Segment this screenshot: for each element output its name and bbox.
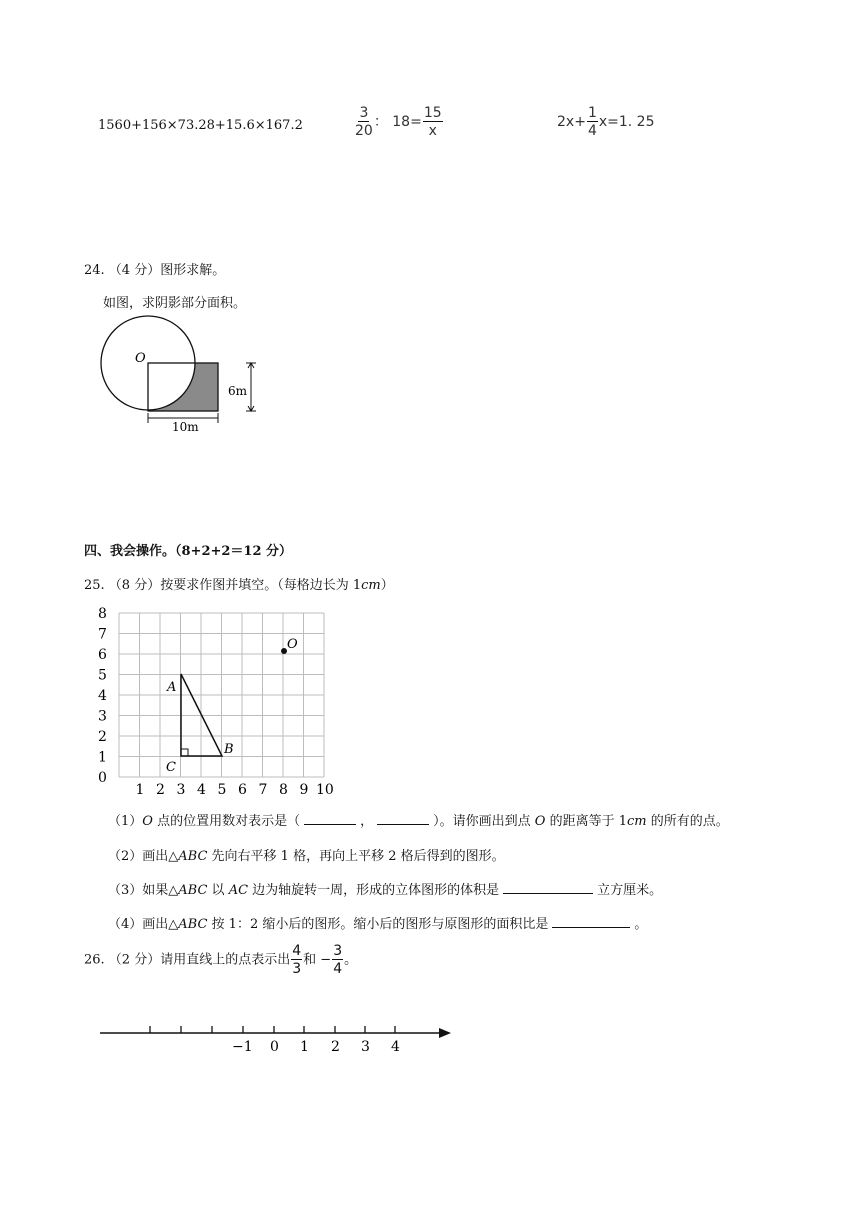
number-line-arrow [439, 1028, 451, 1038]
circle-rectangle-figure [95, 313, 265, 433]
fraction-15-x: $\frac{15}{x}$ [423, 105, 442, 139]
y-tick-label: 8 [98, 606, 107, 622]
right-angle-mark [181, 749, 188, 756]
number-line-label: −1 [232, 1039, 253, 1055]
x-tick-label: 4 [197, 782, 206, 798]
x-tick-label: 2 [156, 782, 165, 798]
y-tick-label: 6 [98, 647, 107, 663]
y-tick-label: 2 [98, 729, 107, 745]
y-tick-label: 4 [98, 688, 107, 704]
q25-part-1: （1）O 点的位置用数对表示是（ ， ）。请你画出到点 O 的距离等于 1cm 的所有的点。 [108, 814, 729, 829]
q25-part-4: （4）画出△ABC 按 1：2 缩小后的图形。缩小后的图形与原图形的面积比是 。 [108, 917, 648, 932]
q25-part-3: （3）如果△ABC 以 AC 边为轴旋转一周，形成的立体图形的体积是 立方厘米。 [108, 883, 663, 898]
question-26-heading: 26. （2 分）请用直线上的点表示出 $\frac{4}{3}$ 和 − $\frac{3}{4}$ 。 [84, 943, 358, 977]
section-4-title: 四、我会操作。（8+2+2＝12 分） [84, 544, 293, 559]
width-label: 10m [172, 420, 199, 433]
label-c: C [166, 760, 176, 775]
x-tick-label: 3 [176, 782, 186, 798]
x-tick-label: 7 [258, 782, 268, 798]
label-o: O [287, 637, 298, 652]
number-line-label: 4 [391, 1039, 400, 1055]
number-line-label: 0 [270, 1039, 279, 1055]
number-line-label: 1 [300, 1039, 309, 1055]
expression-2: $\frac{3}{20}$ ： 18= $\frac{15}{x}$ [355, 105, 442, 139]
x-tick-label: 6 [238, 782, 247, 798]
x-tick-label: 8 [279, 782, 288, 798]
number-line-label: 3 [361, 1039, 370, 1055]
blank-volume[interactable] [503, 881, 593, 894]
question-24-heading: 24. （4 分）图形求解。 [84, 263, 226, 278]
fraction-4-3: $\frac{4}{3}$ [292, 943, 302, 977]
center-label: O [135, 351, 146, 366]
blank-area-ratio[interactable] [552, 915, 630, 928]
x-tick-label: 1 [135, 782, 145, 798]
x-tick-label: 9 [299, 782, 309, 798]
fraction-1-4: $\frac{1}{4}$ [587, 105, 597, 139]
fraction-3-20: $\frac{3}{20}$ [355, 105, 373, 139]
label-a: A [167, 680, 177, 695]
expression-1: 1560+156×73.28+15.6×167.2 [98, 118, 303, 133]
fraction-3-4: $\frac{3}{4}$ [333, 943, 343, 977]
y-tick-label: 7 [98, 626, 107, 643]
y-tick-label: 5 [98, 667, 107, 684]
question-25-heading: 25. （8 分）按要求作图并填空。（每格边长为 1cm） [84, 578, 394, 593]
expression-3: 2x+ $\frac{1}{4}$ x=1. 25 [557, 105, 655, 139]
x-tick-label: 10 [316, 782, 334, 798]
y-tick-label: 0 [98, 770, 107, 786]
label-b: B [224, 742, 234, 757]
x-tick-label: 5 [217, 782, 227, 798]
q25-part-2: （2）画出△ABC 先向右平移 1 格，再向上平移 2 格后得到的图形。 [108, 849, 505, 864]
number-line [95, 1020, 455, 1060]
height-label: 6m [228, 384, 248, 398]
number-line-label: 2 [331, 1039, 340, 1055]
blank-o-y[interactable] [377, 812, 429, 825]
coordinate-grid [92, 600, 352, 800]
blank-o-x[interactable] [304, 812, 356, 825]
y-tick-label: 1 [98, 749, 107, 766]
y-tick-label: 3 [98, 708, 107, 725]
question-24-prompt: 如图，求阴影部分面积。 [103, 296, 247, 311]
